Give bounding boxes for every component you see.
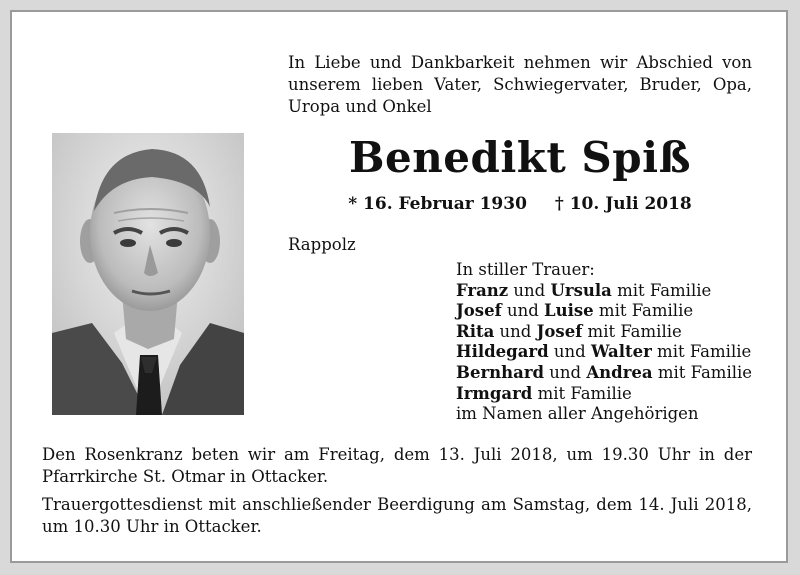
mourner-name: Andrea [586,362,653,382]
mourner-name: Josef [456,301,502,321]
mourners-closing: im Namen aller Angehörigen [456,404,699,424]
mourner-name: Ursula [550,280,612,300]
mourner-line [456,301,752,322]
mourner-text: und [501,301,545,321]
mourner-text: und [548,342,591,362]
service-info [42,444,752,544]
birth-date: * 16. Februar 1930 [348,194,527,214]
mourner-name: Rita [456,321,495,341]
mourner-name: Luise [544,301,594,321]
mourner-text: mit Familie [582,321,682,341]
mourner-text: mit Familie [593,301,694,321]
deceased-name: Benedikt Spiß [349,133,691,182]
mourner-name: Hildegard [456,342,549,362]
mourner-name: Josef [536,321,583,341]
mourner-name: Franz [456,280,509,300]
mourner-text: und [494,321,537,341]
mourner-name: Bernhard [456,362,545,382]
mourner-line [456,322,752,343]
mourner-text: und [508,280,551,300]
intro-text: In Liebe und Dankbarkeit nehmen wir Abschied von unserem lieben Vater, Schwiegervater, Bruder, Opa, Uropa und Onkel [288,53,752,116]
mourner-name: Irmgard [456,383,533,403]
mourner-line [456,281,752,302]
mourner-text: mit Familie [611,280,712,300]
mourner-text: mit Familie [532,383,632,403]
mourner-line [456,342,752,363]
portrait-photo [52,133,244,415]
rosary-notice: Den Rosenkranz beten wir am Freitag, dem 13. Juli 2018, um 19.30 Uhr in der Pfarrkirche St. Otmar in Ottacker. [42,445,752,486]
obituary-card [10,10,788,563]
mourner-text: mit Familie [651,342,752,362]
life-dates [288,192,752,216]
mourner-text: und [544,362,587,382]
mourner-line [456,363,752,384]
mourner-text: mit Familie [652,362,753,382]
hometown: Rappolz [288,235,356,254]
death-date: † 10. Juli 2018 [554,194,692,214]
mourners-list [456,281,752,405]
mourners-block [456,260,752,425]
mourner-name: Walter [590,342,652,362]
funeral-notice: Trauergottesdienst mit anschließender Beerdigung am Samstag, dem 14. Juli 2018, um 10.30 Uhr in Ottacker. [42,495,752,536]
mourners-heading: In stiller Trauer: [456,260,595,279]
mourner-line [456,384,752,405]
